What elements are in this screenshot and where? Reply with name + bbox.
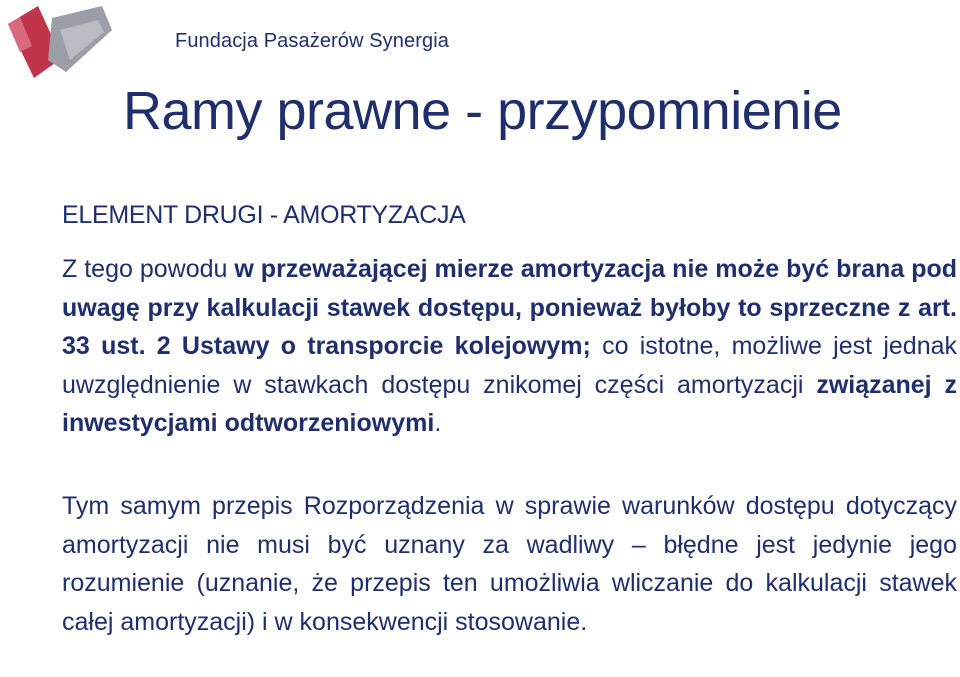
paragraph-bold-text: związanej z inwestycjami odtworzeniowymi [62,370,958,437]
paragraph-amortization [62,250,957,443]
paragraph-regulation: Tym samym przepis Rozporządzenia w sprawie warunków dostępu dotyczący amortyzacji nie musi być uznany za wadliwy – błędne jest jedynie jego rozumienie (uznanie, że przepis ten umożliwia wliczanie do kalkulacji stawek całej amortyzacji) i w konsekwencji stosowanie. [62,492,957,636]
paragraph-text: Z tego powodu [62,255,235,283]
organization-name: Fundacja Pasażerów Synergia [175,30,449,52]
paragraph-text: co istotne, możliwe jest jednak uwzględnienie w stawkach dostępu znikomej części amortyzacji [62,332,957,399]
synergia-logo [0,0,118,82]
slide-title: Ramy prawne - przypomnienie [123,81,842,141]
section-heading: ELEMENT DRUGI - AMORTYZACJA [62,201,466,229]
paragraph-bold-text: w przeważającej mierze amortyzacja nie może być brana pod uwagę przy kalkulacji stawek dostępu, ponieważ byłoby to sprzeczne z art. 33 ust. 2 Ustawy o transporcie kolejowym; [62,255,958,360]
paragraph-text: . [434,409,442,437]
